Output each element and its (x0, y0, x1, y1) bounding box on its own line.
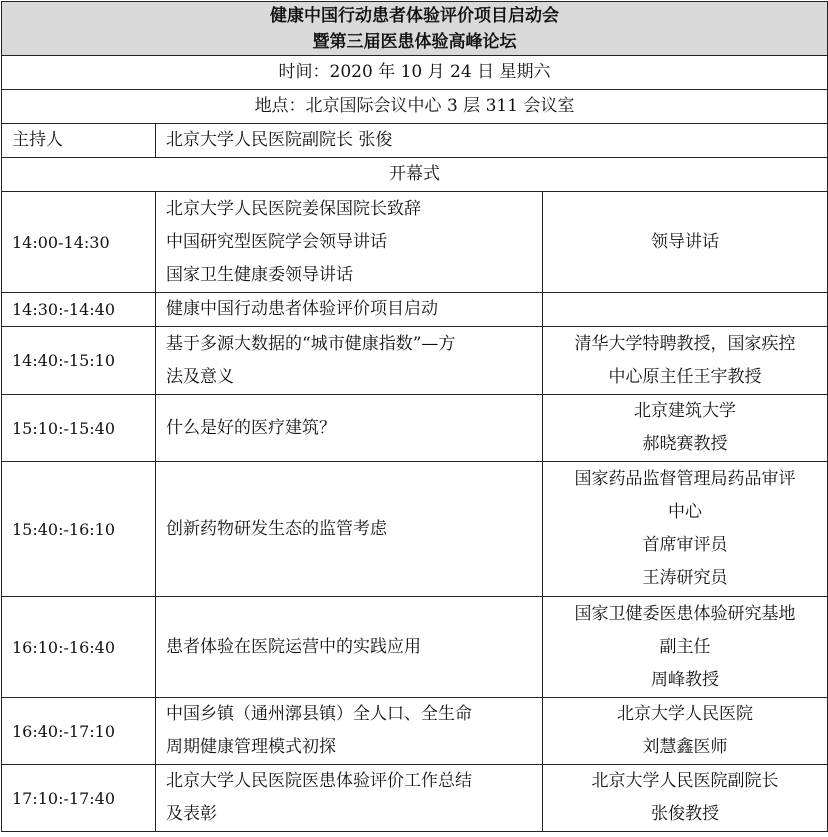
speaker-line: 清华大学特聘教授，国家疾控 (574, 333, 796, 354)
session-topic (156, 192, 543, 293)
session-time: 17:10:-17:40 (2, 765, 156, 832)
session-topic (156, 327, 543, 395)
session-time: 14:30:-14:40 (2, 293, 156, 327)
topic-line: 健康中国行动患者体验评价项目启动 (166, 299, 438, 319)
session-speaker (543, 597, 828, 698)
session-speaker (543, 395, 828, 462)
session-speaker (543, 765, 828, 832)
topic-line: 创新药物研发生态的监管考虑 (166, 518, 387, 539)
speaker-line: 王涛研究员 (642, 568, 728, 588)
speaker-line: 国家卫健委医患体验研究基地 (574, 603, 796, 624)
speaker-line: 副主任 (659, 636, 711, 657)
time-row (2, 56, 828, 90)
speaker-line: 北京大学人民医院 (617, 704, 753, 724)
speaker-line: 中心原主任王宇教授 (608, 366, 762, 387)
location-row (2, 90, 828, 124)
agenda-row (2, 462, 828, 597)
host-row (2, 124, 828, 158)
host-label: 主持人 (2, 124, 156, 158)
speaker-line: 中心 (668, 502, 702, 522)
speaker-line: 刘慧鑫医师 (642, 737, 728, 757)
event-time: 时间：2020 年 10 月 24 日 星期六 (2, 56, 828, 90)
speaker-line: 周峰教授 (651, 669, 719, 690)
session-speaker (543, 698, 828, 765)
topic-line: 患者体验在医院运营中的实践应用 (166, 636, 421, 657)
speaker-line: 领导讲话 (651, 231, 719, 252)
topic-line: 法及意义 (166, 366, 234, 387)
agenda-row (2, 765, 828, 832)
speaker-line: 国家药品监督管理局药品审评 (574, 469, 796, 489)
session-speaker (543, 293, 828, 327)
agenda-row (2, 698, 828, 765)
session-topic (156, 395, 543, 462)
section-title: 开幕式 (2, 158, 828, 192)
host-value: 北京大学人民医院副院长 张俊 (156, 124, 828, 158)
speaker-line: 北京建筑大学 (634, 401, 736, 421)
agenda-row (2, 395, 828, 462)
session-speaker (543, 192, 828, 293)
topic-line: 什么是好的医疗建筑？ (166, 417, 336, 438)
speaker-line: 北京大学人民医院副院长 (591, 771, 779, 791)
session-time: 16:40:-17:10 (2, 698, 156, 765)
session-speaker (543, 462, 828, 597)
session-time: 14:40:-15:10 (2, 327, 156, 395)
agenda-row (2, 597, 828, 698)
session-topic (156, 698, 543, 765)
session-time: 15:10:-15:40 (2, 395, 156, 462)
title-line-1: 健康中国行动患者体验评价项目启动会 (270, 5, 559, 26)
section-row (2, 158, 828, 192)
agenda-body (2, 192, 828, 832)
session-time: 16:10:-16:40 (2, 597, 156, 698)
session-topic (156, 597, 543, 698)
agenda-row (2, 293, 828, 327)
speaker-line: 张俊教授 (651, 804, 719, 824)
session-topic (156, 462, 543, 597)
session-topic (156, 765, 543, 832)
topic-line: 及表彰 (166, 804, 217, 824)
topic-line: 中国研究型医院学会领导讲话 (166, 231, 387, 252)
topic-line: 中国乡镇（通州漷县镇）全人口、全生命 (166, 704, 472, 724)
event-location: 地点：北京国际会议中心 3 层 311 会议室 (2, 90, 828, 124)
title-row (2, 2, 828, 56)
session-speaker (543, 327, 828, 395)
speaker-line: 首席审评员 (642, 535, 728, 555)
agenda-row (2, 192, 828, 293)
speaker-line: 郝晓赛教授 (642, 434, 728, 454)
session-time: 15:40:-16:10 (2, 462, 156, 597)
agenda-row (2, 327, 828, 395)
agenda-table (1, 1, 828, 832)
topic-line: 北京大学人民医院医患体验评价工作总结 (166, 771, 472, 791)
topic-line: 基于多源大数据的“城市健康指数”—方 (166, 333, 456, 354)
event-title (2, 2, 828, 56)
topic-line: 北京大学人民医院姜保国院长致辞 (166, 198, 421, 219)
topic-line: 国家卫生健康委领导讲话 (166, 264, 353, 285)
title-line-2: 暨第三届医患体验高峰论坛 (312, 31, 517, 52)
session-topic (156, 293, 543, 327)
topic-line: 周期健康管理模式初探 (166, 737, 336, 757)
session-time: 14:00-14:30 (2, 192, 156, 293)
